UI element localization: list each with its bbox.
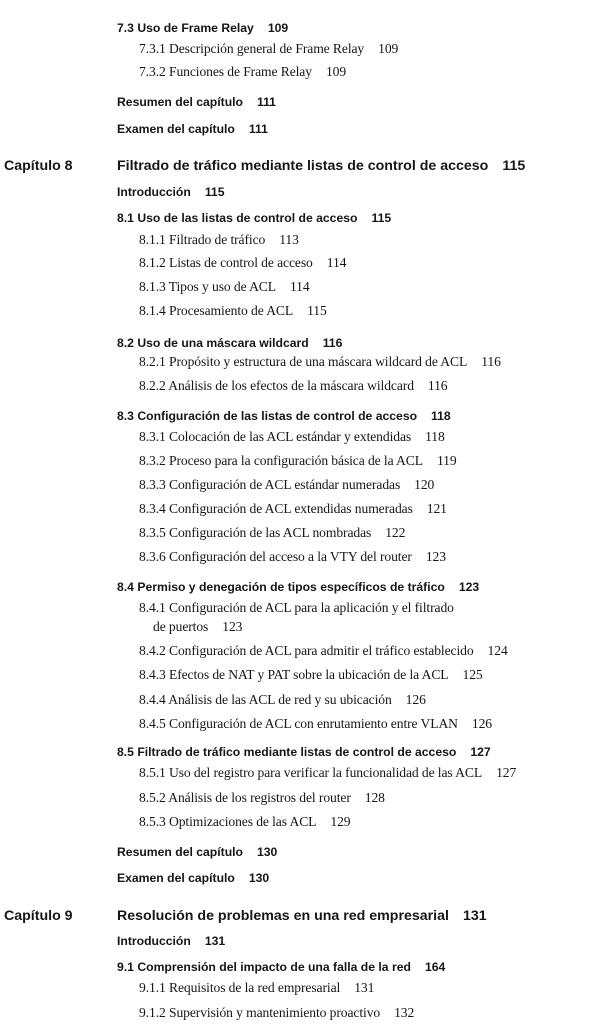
entry-title: 8.4.1 Configuración de ACL para la aplicación y el filtrado [139, 600, 454, 615]
entry-title: Introducción [117, 934, 191, 948]
page-number: 114 [326, 255, 347, 270]
section-entry [117, 335, 342, 351]
entry-title: Resumen del capítulo [117, 845, 243, 859]
section-entry [117, 870, 269, 886]
chapter-label: Capítulo 8 [4, 158, 73, 174]
section-entry [117, 844, 277, 860]
subsection-entry [139, 1005, 414, 1021]
section-entry [117, 933, 225, 949]
entry-title: 8.1.1 Filtrado de tráfico [139, 232, 266, 247]
subsection-entry [139, 279, 310, 295]
page-number: 115 [371, 211, 392, 225]
entry-title: Resolución de problemas en una red empresarial [117, 908, 449, 924]
entry-title: 9.1.2 Supervisión y mantenimiento proactivo [139, 1005, 381, 1020]
page-number: 132 [394, 1005, 415, 1020]
subsection-entry [139, 453, 457, 469]
entry-title: 8.3.4 Configuración de ACL extendidas numeradas [139, 501, 413, 516]
page-number: 111 [256, 95, 276, 109]
entry-title: Examen del capítulo [117, 871, 235, 885]
entry-title: 8.4.3 Efectos de NAT y PAT sobre la ubicación de la ACL [139, 667, 449, 682]
subsection-entry [139, 980, 374, 996]
page-number: 131 [354, 980, 375, 995]
subsection-entry [139, 790, 385, 806]
entry-title: 8.4.2 Configuración de ACL para admitir el tráfico establecido [139, 643, 474, 658]
page-number: 164 [424, 960, 446, 974]
subsection-entry [139, 354, 501, 370]
entry-title: 8.2 Uso de una máscara wildcard [117, 336, 309, 350]
entry-title: 8.3.6 Configuración del acceso a la VTY del router [139, 549, 412, 564]
entry-title: 9.1.1 Requisitos de la red empresarial [139, 980, 341, 995]
page-number: 116 [322, 336, 343, 350]
page-number: 130 [248, 871, 270, 885]
subsection-entry [139, 303, 327, 319]
page-number: 123 [425, 549, 446, 564]
page-number: 111 [248, 122, 268, 136]
entry-title: 8.1.2 Listas de control de acceso [139, 255, 313, 270]
entry-title: 7.3.2 Funciones de Frame Relay [139, 64, 312, 79]
chapter-title [117, 908, 487, 924]
subsection-entry [139, 692, 426, 708]
entry-title: 8.4 Permiso y denegación de tipos específicos de tráfico [117, 580, 445, 594]
page-number: 118 [425, 429, 445, 444]
page-number: 115 [204, 185, 225, 199]
entry-title: 7.3 Uso de Frame Relay [117, 21, 254, 35]
subsection-entry [139, 549, 446, 565]
entry-title: 8.1 Uso de las listas de control de acceso [117, 211, 358, 225]
page-number: 129 [330, 814, 351, 829]
page-number: 116 [427, 378, 448, 393]
page-number: 115 [307, 303, 327, 318]
entry-title: 8.1.3 Tipos y uso de ACL [139, 279, 276, 294]
subsection-entry [139, 667, 483, 683]
subsection-entry [139, 643, 508, 659]
subsection-entry [139, 378, 448, 394]
page-number: 113 [279, 232, 299, 247]
page-number: 118 [431, 409, 451, 423]
section-entry [117, 579, 479, 595]
page-number: 109 [325, 64, 347, 79]
page-number: 126 [405, 692, 426, 707]
subsection-entry [139, 600, 454, 616]
page-number: 131 [204, 934, 226, 948]
entry-title: 8.5.3 Optimizaciones de las ACL [139, 814, 317, 829]
section-entry [117, 20, 288, 36]
entry-title: 8.5.2 Análisis de los registros del router [139, 790, 351, 805]
subsection-entry [139, 64, 346, 80]
entry-title: 8.4.5 Configuración de ACL con enrutamiento entre VLAN [139, 716, 458, 731]
page-number: 125 [462, 667, 483, 682]
entry-title: 8.1.4 Procesamiento de ACL [139, 303, 294, 318]
page-number: 122 [385, 525, 406, 540]
section-entry [117, 959, 445, 975]
entry-title: 7.3.1 Descripción general de Frame Relay [139, 41, 365, 56]
entry-title: 8.5 Filtrado de tráfico mediante listas de control de acceso [117, 745, 457, 759]
subsection-entry [139, 477, 434, 493]
entry-title: Introducción [117, 185, 191, 199]
subsection-entry [139, 232, 299, 248]
entry-title: 9.1 Comprensión del impacto de una falla de la red [117, 960, 411, 974]
page-number: 126 [471, 716, 492, 731]
subsection-entry [139, 429, 445, 445]
page-number: 128 [364, 790, 385, 805]
page-number: 121 [426, 501, 447, 516]
entry-title: 8.2.2 Análisis de los efectos de la máscara wildcard [139, 378, 414, 393]
entry-title-continuation: de puertos [153, 619, 209, 634]
section-entry [117, 94, 276, 110]
page-number: 115 [502, 158, 526, 174]
entry-title: 8.4.4 Análisis de las ACL de red y su ubicación [139, 692, 392, 707]
entry-title: 8.3.1 Colocación de las ACL estándar y extendidas [139, 429, 412, 444]
section-entry [117, 744, 491, 760]
section-entry [117, 408, 451, 424]
page-number: 109 [267, 21, 289, 35]
entry-title: 8.5.1 Uso del registro para verificar la funcionalidad de las ACL [139, 765, 483, 780]
entry-title: Filtrado de tráfico mediante listas de control de acceso [117, 158, 489, 174]
page-number: 124 [487, 643, 508, 658]
entry-title: Resumen del capítulo [117, 95, 243, 109]
section-entry [117, 210, 391, 226]
page-number: 119 [436, 453, 457, 468]
page-number: 131 [462, 908, 487, 924]
page-number: 116 [481, 354, 501, 369]
page-number: 127 [496, 765, 517, 780]
chapter-title [117, 158, 525, 174]
entry-title: 8.3.5 Configuración de las ACL nombradas [139, 525, 372, 540]
page-number: 130 [256, 845, 278, 859]
subsection-entry-continuation [153, 619, 242, 635]
page-number: 123 [222, 619, 243, 634]
page-number: 127 [470, 745, 491, 759]
subsection-entry [139, 41, 398, 57]
entry-title: 8.3 Configuración de las listas de control de acceso [117, 409, 418, 423]
entry-title: Examen del capítulo [117, 122, 235, 136]
section-entry [117, 121, 268, 137]
subsection-entry [139, 765, 516, 781]
entry-title: 8.3.2 Proceso para la configuración básica de la ACL [139, 453, 423, 468]
page-number: 109 [378, 41, 399, 56]
chapter-label: Capítulo 9 [4, 908, 73, 924]
subsection-entry [139, 501, 447, 517]
entry-title: 8.2.1 Propósito y estructura de una máscara wildcard de ACL [139, 354, 468, 369]
page-number: 114 [289, 279, 310, 294]
subsection-entry [139, 716, 492, 732]
page-number: 120 [414, 477, 435, 492]
subsection-entry [139, 255, 346, 271]
subsection-entry [139, 525, 405, 541]
section-entry [117, 184, 224, 200]
page-number: 123 [458, 580, 480, 594]
subsection-entry [139, 814, 350, 830]
entry-title: 8.3.3 Configuración de ACL estándar numeradas [139, 477, 401, 492]
